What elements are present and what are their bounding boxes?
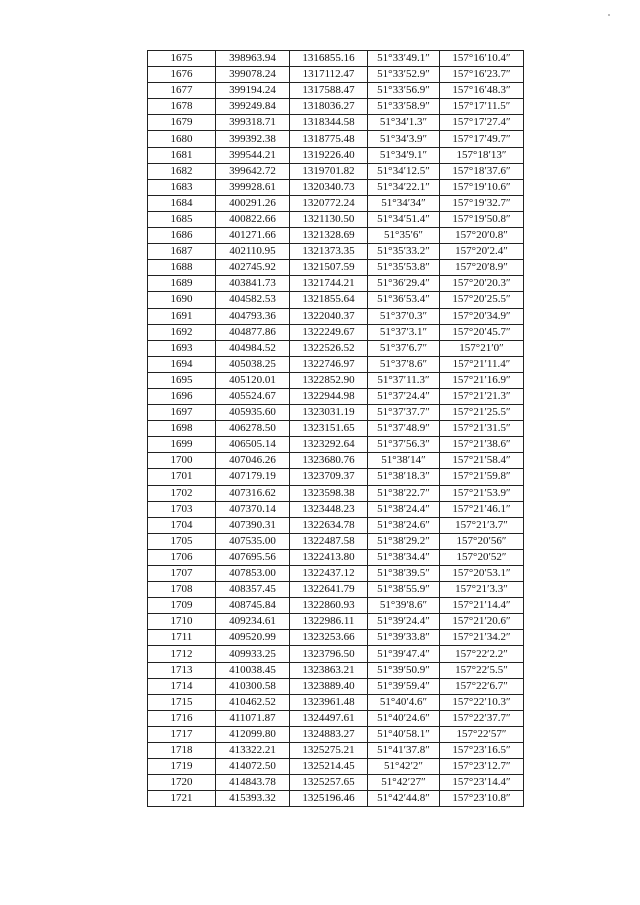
x-coordinate-cell: 410038.45 [216,662,290,678]
table-row [148,405,524,421]
x-coordinate-cell: 399642.72 [216,163,290,179]
x-coordinate-cell: 407535.00 [216,533,290,549]
table-row [148,791,524,807]
latitude-cell: 51°36′29.4″ [368,276,440,292]
table-row [148,67,524,83]
longitude-cell: 157°22′6.7″ [440,678,524,694]
table-row [148,549,524,565]
y-coordinate-cell: 1322852.90 [290,372,368,388]
y-coordinate-cell: 1323961.48 [290,694,368,710]
x-coordinate-cell: 407046.26 [216,453,290,469]
latitude-cell: 51°40′4.6″ [368,694,440,710]
x-coordinate-cell: 406278.50 [216,421,290,437]
latitude-cell: 51°40′58.1″ [368,726,440,742]
y-coordinate-cell: 1322040.37 [290,308,368,324]
latitude-cell: 51°41′37.8″ [368,743,440,759]
latitude-cell: 51°37′24.4″ [368,388,440,404]
latitude-cell: 51°37′11.3″ [368,372,440,388]
latitude-cell: 51°38′39.5″ [368,566,440,582]
point-number-cell: 1716 [148,710,216,726]
point-number-cell: 1699 [148,437,216,453]
point-number-cell: 1676 [148,67,216,83]
latitude-cell: 51°39′24.4″ [368,614,440,630]
latitude-cell: 51°38′29.2″ [368,533,440,549]
point-number-cell: 1715 [148,694,216,710]
x-coordinate-cell: 404984.52 [216,340,290,356]
x-coordinate-cell: 400822.66 [216,211,290,227]
longitude-cell: 157°19′32.7″ [440,195,524,211]
table-row [148,710,524,726]
y-coordinate-cell: 1323151.65 [290,421,368,437]
y-coordinate-cell: 1323253.66 [290,630,368,646]
longitude-cell: 157°21′31.5″ [440,421,524,437]
x-coordinate-cell: 410462.52 [216,694,290,710]
table-row [148,533,524,549]
x-coordinate-cell: 399318.71 [216,115,290,131]
x-coordinate-cell: 402110.95 [216,244,290,260]
point-number-cell: 1677 [148,83,216,99]
point-number-cell: 1682 [148,163,216,179]
longitude-cell: 157°21′3.7″ [440,517,524,533]
table-row [148,630,524,646]
point-number-cell: 1691 [148,308,216,324]
y-coordinate-cell: 1323680.76 [290,453,368,469]
x-coordinate-cell: 405120.01 [216,372,290,388]
table-row [148,83,524,99]
y-coordinate-cell: 1322986.11 [290,614,368,630]
table-row [148,131,524,147]
table-row [148,694,524,710]
x-coordinate-cell: 405038.25 [216,356,290,372]
point-number-cell: 1697 [148,405,216,421]
y-coordinate-cell: 1322437.12 [290,566,368,582]
x-coordinate-cell: 404877.86 [216,324,290,340]
y-coordinate-cell: 1319226.40 [290,147,368,163]
latitude-cell: 51°39′8.6″ [368,598,440,614]
table-row [148,582,524,598]
point-number-cell: 1692 [148,324,216,340]
point-number-cell: 1687 [148,244,216,260]
longitude-cell: 157°21′0″ [440,340,524,356]
longitude-cell: 157°18′37.6″ [440,163,524,179]
y-coordinate-cell: 1323292.64 [290,437,368,453]
y-coordinate-cell: 1325196.46 [290,791,368,807]
point-number-cell: 1702 [148,485,216,501]
longitude-cell: 157°16′23.7″ [440,67,524,83]
point-number-cell: 1681 [148,147,216,163]
y-coordinate-cell: 1322746.97 [290,356,368,372]
x-coordinate-cell: 412099.80 [216,726,290,742]
y-coordinate-cell: 1323709.37 [290,469,368,485]
table-row [148,501,524,517]
y-coordinate-cell: 1323796.50 [290,646,368,662]
table-row [148,469,524,485]
longitude-cell: 157°20′8.9″ [440,260,524,276]
longitude-cell: 157°20′56″ [440,533,524,549]
table-row [148,743,524,759]
table-row [148,388,524,404]
latitude-cell: 51°34′12.5″ [368,163,440,179]
latitude-cell: 51°38′18.3″ [368,469,440,485]
y-coordinate-cell: 1322249.67 [290,324,368,340]
point-number-cell: 1675 [148,51,216,67]
latitude-cell: 51°38′14″ [368,453,440,469]
y-coordinate-cell: 1323031.19 [290,405,368,421]
x-coordinate-cell: 408745.84 [216,598,290,614]
latitude-cell: 51°37′8.6″ [368,356,440,372]
point-number-cell: 1708 [148,582,216,598]
latitude-cell: 51°38′34.4″ [368,549,440,565]
point-number-cell: 1683 [148,179,216,195]
longitude-cell: 157°19′50.8″ [440,211,524,227]
longitude-cell: 157°21′46.1″ [440,501,524,517]
point-number-cell: 1714 [148,678,216,694]
y-coordinate-cell: 1317112.47 [290,67,368,83]
latitude-cell: 51°42′2″ [368,759,440,775]
longitude-cell: 157°21′25.5″ [440,405,524,421]
latitude-cell: 51°37′48.9″ [368,421,440,437]
longitude-cell: 157°21′38.6″ [440,437,524,453]
latitude-cell: 51°40′24.6″ [368,710,440,726]
x-coordinate-cell: 409933.25 [216,646,290,662]
latitude-cell: 51°33′49.1″ [368,51,440,67]
point-number-cell: 1709 [148,598,216,614]
point-number-cell: 1717 [148,726,216,742]
longitude-cell: 157°20′25.5″ [440,292,524,308]
latitude-cell: 51°37′0.3″ [368,308,440,324]
longitude-cell: 157°21′14.4″ [440,598,524,614]
y-coordinate-cell: 1321507.59 [290,260,368,276]
y-coordinate-cell: 1320772.24 [290,195,368,211]
point-number-cell: 1720 [148,775,216,791]
x-coordinate-cell: 399928.61 [216,179,290,195]
point-number-cell: 1711 [148,630,216,646]
table-row [148,276,524,292]
table-row [148,485,524,501]
latitude-cell: 51°35′6″ [368,228,440,244]
table-row [148,211,524,227]
point-number-cell: 1710 [148,614,216,630]
longitude-cell: 157°21′3.3″ [440,582,524,598]
x-coordinate-cell: 402745.92 [216,260,290,276]
x-coordinate-cell: 415393.32 [216,791,290,807]
point-number-cell: 1706 [148,549,216,565]
longitude-cell: 157°20′34.9″ [440,308,524,324]
table-row [148,421,524,437]
longitude-cell: 157°22′37.7″ [440,710,524,726]
point-number-cell: 1696 [148,388,216,404]
longitude-cell: 157°20′2.4″ [440,244,524,260]
point-number-cell: 1685 [148,211,216,227]
x-coordinate-cell: 405935.60 [216,405,290,421]
point-number-cell: 1680 [148,131,216,147]
point-number-cell: 1701 [148,469,216,485]
table-row [148,759,524,775]
x-coordinate-cell: 414072.50 [216,759,290,775]
latitude-cell: 51°33′58.9″ [368,99,440,115]
longitude-cell: 157°17′11.5″ [440,99,524,115]
x-coordinate-cell: 399544.21 [216,147,290,163]
longitude-cell: 157°18′13″ [440,147,524,163]
x-coordinate-cell: 407390.31 [216,517,290,533]
longitude-cell: 157°20′53.1″ [440,566,524,582]
y-coordinate-cell: 1321855.64 [290,292,368,308]
y-coordinate-cell: 1323889.40 [290,678,368,694]
longitude-cell: 157°21′53.9″ [440,485,524,501]
point-number-cell: 1678 [148,99,216,115]
table-row [148,147,524,163]
longitude-cell: 157°23′12.7″ [440,759,524,775]
point-number-cell: 1693 [148,340,216,356]
x-coordinate-cell: 398963.94 [216,51,290,67]
longitude-cell: 157°22′10.3″ [440,694,524,710]
point-number-cell: 1704 [148,517,216,533]
latitude-cell: 51°36′53.4″ [368,292,440,308]
x-coordinate-cell: 413322.21 [216,743,290,759]
y-coordinate-cell: 1321130.50 [290,211,368,227]
x-coordinate-cell: 408357.45 [216,582,290,598]
point-number-cell: 1713 [148,662,216,678]
table-row [148,437,524,453]
longitude-cell: 157°20′45.7″ [440,324,524,340]
y-coordinate-cell: 1322944.98 [290,388,368,404]
y-coordinate-cell: 1322641.79 [290,582,368,598]
y-coordinate-cell: 1321744.21 [290,276,368,292]
y-coordinate-cell: 1323863.21 [290,662,368,678]
y-coordinate-cell: 1320340.73 [290,179,368,195]
longitude-cell: 157°17′27.4″ [440,115,524,131]
x-coordinate-cell: 405524.67 [216,388,290,404]
table-row [148,566,524,582]
x-coordinate-cell: 406505.14 [216,437,290,453]
scan-mark [608,14,610,16]
coordinates-table [147,50,524,807]
x-coordinate-cell: 400291.26 [216,195,290,211]
y-coordinate-cell: 1325214.45 [290,759,368,775]
point-number-cell: 1684 [148,195,216,211]
latitude-cell: 51°34′3.9″ [368,131,440,147]
y-coordinate-cell: 1322860.93 [290,598,368,614]
table-row [148,51,524,67]
x-coordinate-cell: 409234.61 [216,614,290,630]
y-coordinate-cell: 1319701.82 [290,163,368,179]
point-number-cell: 1712 [148,646,216,662]
latitude-cell: 51°34′51.4″ [368,211,440,227]
latitude-cell: 51°34′9.1″ [368,147,440,163]
x-coordinate-cell: 403841.73 [216,276,290,292]
table-row [148,453,524,469]
y-coordinate-cell: 1322487.58 [290,533,368,549]
y-coordinate-cell: 1324497.61 [290,710,368,726]
latitude-cell: 51°38′22.7″ [368,485,440,501]
point-number-cell: 1686 [148,228,216,244]
table-row [148,356,524,372]
point-number-cell: 1679 [148,115,216,131]
table-row [148,115,524,131]
latitude-cell: 51°42′27″ [368,775,440,791]
table-row [148,775,524,791]
table-row [148,517,524,533]
y-coordinate-cell: 1324883.27 [290,726,368,742]
latitude-cell: 51°34′1.3″ [368,115,440,131]
longitude-cell: 157°20′0.8″ [440,228,524,244]
latitude-cell: 51°38′55.9″ [368,582,440,598]
longitude-cell: 157°21′20.6″ [440,614,524,630]
point-number-cell: 1721 [148,791,216,807]
x-coordinate-cell: 399194.24 [216,83,290,99]
latitude-cell: 51°33′52.9″ [368,67,440,83]
table-row [148,646,524,662]
x-coordinate-cell: 399392.38 [216,131,290,147]
y-coordinate-cell: 1321373.35 [290,244,368,260]
table-row [148,372,524,388]
x-coordinate-cell: 399078.24 [216,67,290,83]
point-number-cell: 1695 [148,372,216,388]
longitude-cell: 157°19′10.6″ [440,179,524,195]
table-row [148,292,524,308]
y-coordinate-cell: 1322634.78 [290,517,368,533]
y-coordinate-cell: 1318344.58 [290,115,368,131]
y-coordinate-cell: 1322413.80 [290,549,368,565]
longitude-cell: 157°21′11.4″ [440,356,524,372]
latitude-cell: 51°37′37.7″ [368,405,440,421]
point-number-cell: 1703 [148,501,216,517]
latitude-cell: 51°39′33.8″ [368,630,440,646]
x-coordinate-cell: 410300.58 [216,678,290,694]
latitude-cell: 51°39′47.4″ [368,646,440,662]
y-coordinate-cell: 1318775.48 [290,131,368,147]
longitude-cell: 157°23′10.8″ [440,791,524,807]
x-coordinate-cell: 407853.00 [216,566,290,582]
point-number-cell: 1690 [148,292,216,308]
y-coordinate-cell: 1316855.16 [290,51,368,67]
table-row [148,726,524,742]
longitude-cell: 157°21′21.3″ [440,388,524,404]
coordinates-table-body [148,51,524,807]
latitude-cell: 51°39′50.9″ [368,662,440,678]
longitude-cell: 157°16′48.3″ [440,83,524,99]
longitude-cell: 157°17′49.7″ [440,131,524,147]
x-coordinate-cell: 407370.14 [216,501,290,517]
table-row [148,228,524,244]
longitude-cell: 157°21′59.8″ [440,469,524,485]
table-row [148,678,524,694]
table-row [148,614,524,630]
longitude-cell: 157°23′14.4″ [440,775,524,791]
x-coordinate-cell: 401271.66 [216,228,290,244]
x-coordinate-cell: 399249.84 [216,99,290,115]
latitude-cell: 51°34′34″ [368,195,440,211]
y-coordinate-cell: 1321328.69 [290,228,368,244]
longitude-cell: 157°20′20.3″ [440,276,524,292]
point-number-cell: 1688 [148,260,216,276]
table-row [148,598,524,614]
point-number-cell: 1705 [148,533,216,549]
point-number-cell: 1694 [148,356,216,372]
longitude-cell: 157°20′52″ [440,549,524,565]
table-row [148,195,524,211]
latitude-cell: 51°38′24.6″ [368,517,440,533]
point-number-cell: 1700 [148,453,216,469]
y-coordinate-cell: 1325257.65 [290,775,368,791]
longitude-cell: 157°21′34.2″ [440,630,524,646]
x-coordinate-cell: 411071.87 [216,710,290,726]
latitude-cell: 51°37′3.1″ [368,324,440,340]
point-number-cell: 1689 [148,276,216,292]
x-coordinate-cell: 404793.36 [216,308,290,324]
longitude-cell: 157°16′10.4″ [440,51,524,67]
latitude-cell: 51°37′6.7″ [368,340,440,356]
longitude-cell: 157°23′16.5″ [440,743,524,759]
longitude-cell: 157°22′5.5″ [440,662,524,678]
y-coordinate-cell: 1323448.23 [290,501,368,517]
point-number-cell: 1719 [148,759,216,775]
table-row [148,99,524,115]
y-coordinate-cell: 1318036.27 [290,99,368,115]
latitude-cell: 51°35′53.8″ [368,260,440,276]
table-row [148,163,524,179]
longitude-cell: 157°21′16.9″ [440,372,524,388]
longitude-cell: 157°21′58.4″ [440,453,524,469]
latitude-cell: 51°37′56.3″ [368,437,440,453]
table-row [148,244,524,260]
y-coordinate-cell: 1325275.21 [290,743,368,759]
y-coordinate-cell: 1323598.38 [290,485,368,501]
x-coordinate-cell: 407695.56 [216,549,290,565]
y-coordinate-cell: 1322526.52 [290,340,368,356]
latitude-cell: 51°38′24.4″ [368,501,440,517]
table-row [148,308,524,324]
longitude-cell: 157°22′57″ [440,726,524,742]
latitude-cell: 51°33′56.9″ [368,83,440,99]
latitude-cell: 51°35′33.2″ [368,244,440,260]
x-coordinate-cell: 407179.19 [216,469,290,485]
table-row [148,324,524,340]
y-coordinate-cell: 1317588.47 [290,83,368,99]
x-coordinate-cell: 409520.99 [216,630,290,646]
latitude-cell: 51°39′59.4″ [368,678,440,694]
x-coordinate-cell: 414843.78 [216,775,290,791]
table-row [148,340,524,356]
point-number-cell: 1698 [148,421,216,437]
x-coordinate-cell: 404582.53 [216,292,290,308]
table-row [148,662,524,678]
longitude-cell: 157°22′2.2″ [440,646,524,662]
table-row [148,260,524,276]
table-row [148,179,524,195]
x-coordinate-cell: 407316.62 [216,485,290,501]
latitude-cell: 51°42′44.8″ [368,791,440,807]
point-number-cell: 1718 [148,743,216,759]
point-number-cell: 1707 [148,566,216,582]
latitude-cell: 51°34′22.1″ [368,179,440,195]
